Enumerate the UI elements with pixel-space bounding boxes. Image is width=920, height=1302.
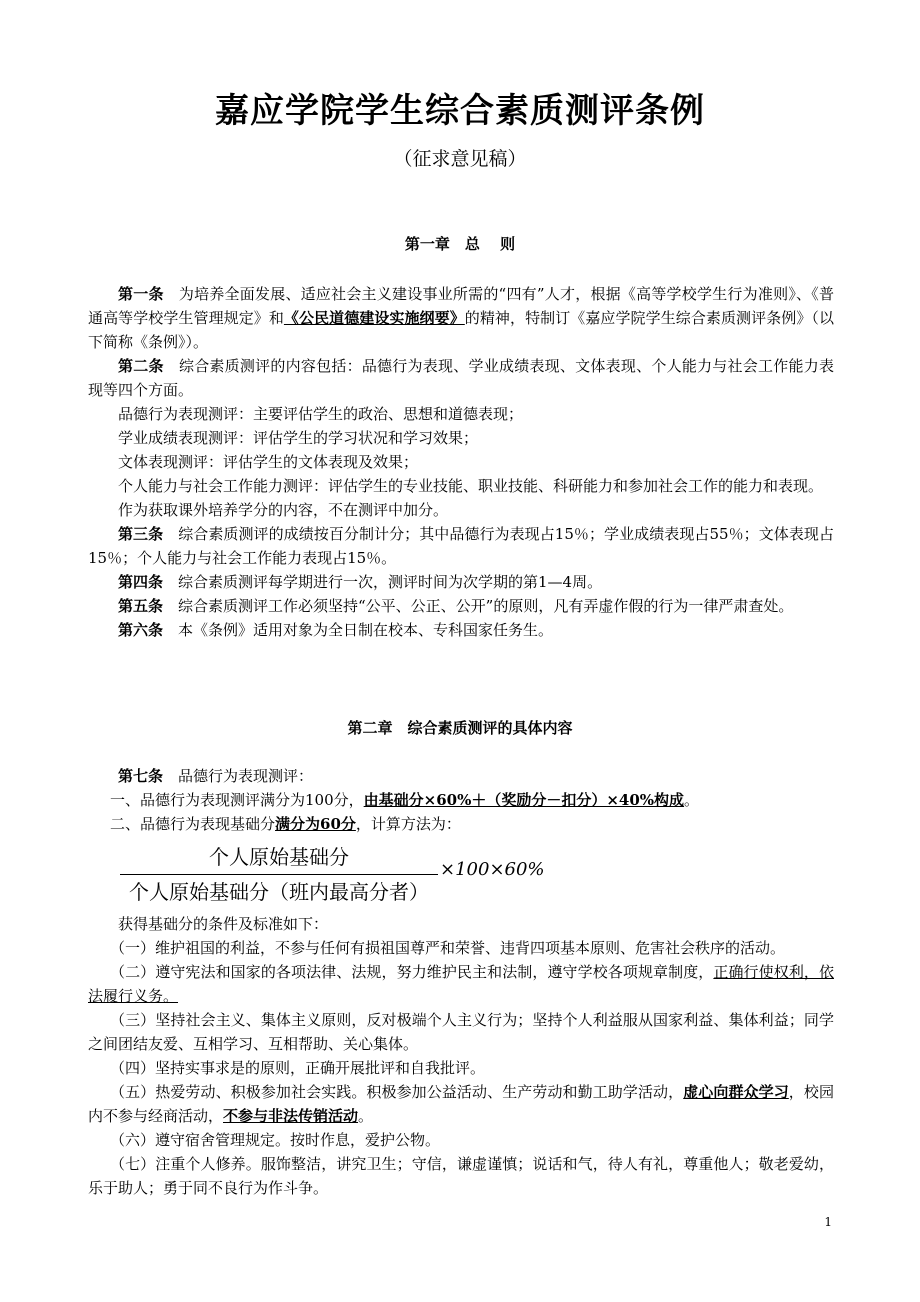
article-7-line-1 <box>88 788 834 812</box>
formula-fraction-bar <box>120 874 438 875</box>
article-2-item-1: 品德行为表现测评：主要评估学生的政治、思想和道德表现； <box>118 405 524 423</box>
condition-5-bold-underline-2: 不参与非法传销活动 <box>223 1107 359 1125</box>
article-3 <box>88 522 834 570</box>
article-2-item-4: 个人能力与社会工作能力测评：评估学生的专业技能、职业技能、科研能力和参加社会工作的能力和表现。 <box>118 477 824 495</box>
condition-2-underlined: 正确行使权利，依法履行义务。 <box>88 963 834 1005</box>
conditions-intro: 获得基础分的条件及标准如下： <box>118 915 329 933</box>
article-1-text-a: 为培养全面发展、适应社会主义建设事业所需的“四有”人才，根据《高等学校学生行为准则》、《普通高等学校学生管理规定》和 <box>88 285 834 327</box>
formula-numerator: 个人原始基础分 <box>209 845 349 869</box>
chapter-2-heading: 第二章 综合素质测评的具体内容 <box>347 719 573 737</box>
article-1-text-b: 的精神，特制订《嘉应学院学生综合素质测评条例》（以下简称《条例》）。 <box>88 309 834 351</box>
line-1-text-b: 。 <box>684 791 700 809</box>
article-5 <box>88 594 834 618</box>
article-2-text: 综合素质测评的内容包括：品德行为表现、学业成绩表现、文体表现、个人能力与社会工作能力表现等四个方面。 <box>88 357 834 399</box>
condition-7: （七）注重个人修养。服饰整洁，讲究卫生；守信，谦虚谨慎；说话和气，待人有礼，尊重他人；敬老爱幼，乐于助人；勇于同不良行为作斗争。 <box>88 1155 834 1197</box>
condition-5-bold-underline-1: 虚心向群众学习 <box>683 1083 789 1101</box>
line-1-text-a: 一、品德行为表现测评满分为100分， <box>110 791 364 809</box>
article-7-text: 品德行为表现测评： <box>163 767 314 785</box>
article-3-text: 综合素质测评的成绩按百分制计分；其中品德行为表现占15％；学业成绩表现占55％；文体表现占15％；个人能力与社会工作能力表现占15％。 <box>88 525 834 567</box>
page-number: 1 <box>824 1215 832 1229</box>
condition-5 <box>88 1080 834 1128</box>
article-6 <box>88 618 834 642</box>
article-3-label: 第三条 <box>118 525 164 543</box>
article-4-text: 综合素质测评每学期进行一次，测评时间为次学期的第1—4周。 <box>163 573 603 591</box>
article-1-underlined-ref: 《公民道德建设实施纲要》 <box>283 309 465 327</box>
article-5-text: 综合素质测评工作必须坚持“公平、公正、公开”的原则，凡有弄虚作假的行为一律严肃查处。 <box>163 597 794 615</box>
formula-denominator: 个人原始基础分（班内最高分者） <box>129 880 429 904</box>
article-6-label: 第六条 <box>118 621 164 639</box>
article-2-item-2: 学业成绩表现测评：评估学生的学习状况和学习效果； <box>118 429 479 447</box>
chapter-2-body <box>88 764 834 1200</box>
article-2-item-5: 作为获取课外培养学分的内容，不在测评中加分。 <box>118 501 449 519</box>
condition-4: （四）坚持实事求是的原则，正确开展批评和自我批评。 <box>110 1059 486 1077</box>
article-4-label: 第四条 <box>118 573 164 591</box>
article-5-label: 第五条 <box>118 597 164 615</box>
document-title: 嘉应学院学生综合素质测评条例 <box>215 91 705 131</box>
document-subtitle: （征求意见稿） <box>393 148 527 170</box>
chapter-1-heading: 第一章 总 则 <box>404 235 516 253</box>
article-2 <box>88 354 834 402</box>
condition-2 <box>88 960 834 1008</box>
base-score-formula <box>120 842 834 906</box>
condition-5-text-c: 。 <box>358 1107 374 1125</box>
line-2-text-a: 二、品德行为表现基础分 <box>110 815 276 833</box>
article-7-label: 第七条 <box>118 767 164 785</box>
article-6-text: 本《条例》适用对象为全日制在校本、专科国家任务生。 <box>163 621 554 639</box>
article-4 <box>88 570 834 594</box>
condition-3: （三）坚持社会主义、集体主义原则，反对极端个人主义行为；坚持个人利益服从国家利益、集体利益；同学之间团结友爱、互相学习、互相帮助、关心集体。 <box>88 1011 834 1053</box>
condition-1: （一）维护祖国的利益，不参与任何有损祖国尊严和荣誉、违背四项基本原则、危害社会秩序的活动。 <box>110 939 786 957</box>
article-1 <box>88 282 834 354</box>
article-2-label: 第二条 <box>118 357 164 375</box>
article-1-label: 第一条 <box>118 285 164 303</box>
article-2-item-3: 文体表现测评：评估学生的文体表现及效果； <box>118 453 419 471</box>
line-2-bold-underline: 满分为60分 <box>275 815 356 833</box>
condition-5-text-a: （五）热爱劳动、积极参加社会实践。积极参加公益活动、生产劳动和勤工助学活动， <box>110 1083 684 1101</box>
condition-2-text: （二）遵守宪法和国家的各项法律、法规，努力维护民主和法制，遵守学校各项规章制度， <box>110 963 714 981</box>
formula-fraction <box>120 842 438 907</box>
article-7-line-2 <box>88 812 834 836</box>
line-2-text-b: ，计算方法为： <box>355 815 461 833</box>
chapter-1-body <box>88 282 834 642</box>
condition-5-text-b: ，校园内不参与经商活动， <box>88 1083 834 1125</box>
condition-6: （六）遵守宿舍管理规定。按时作息，爱护公物。 <box>110 1131 441 1149</box>
line-1-bold-underline: 由基础分×60%＋（奖励分－扣分）×40%构成 <box>363 791 685 809</box>
formula-multiplier: ×100×60% <box>440 859 545 880</box>
article-7 <box>88 764 834 788</box>
